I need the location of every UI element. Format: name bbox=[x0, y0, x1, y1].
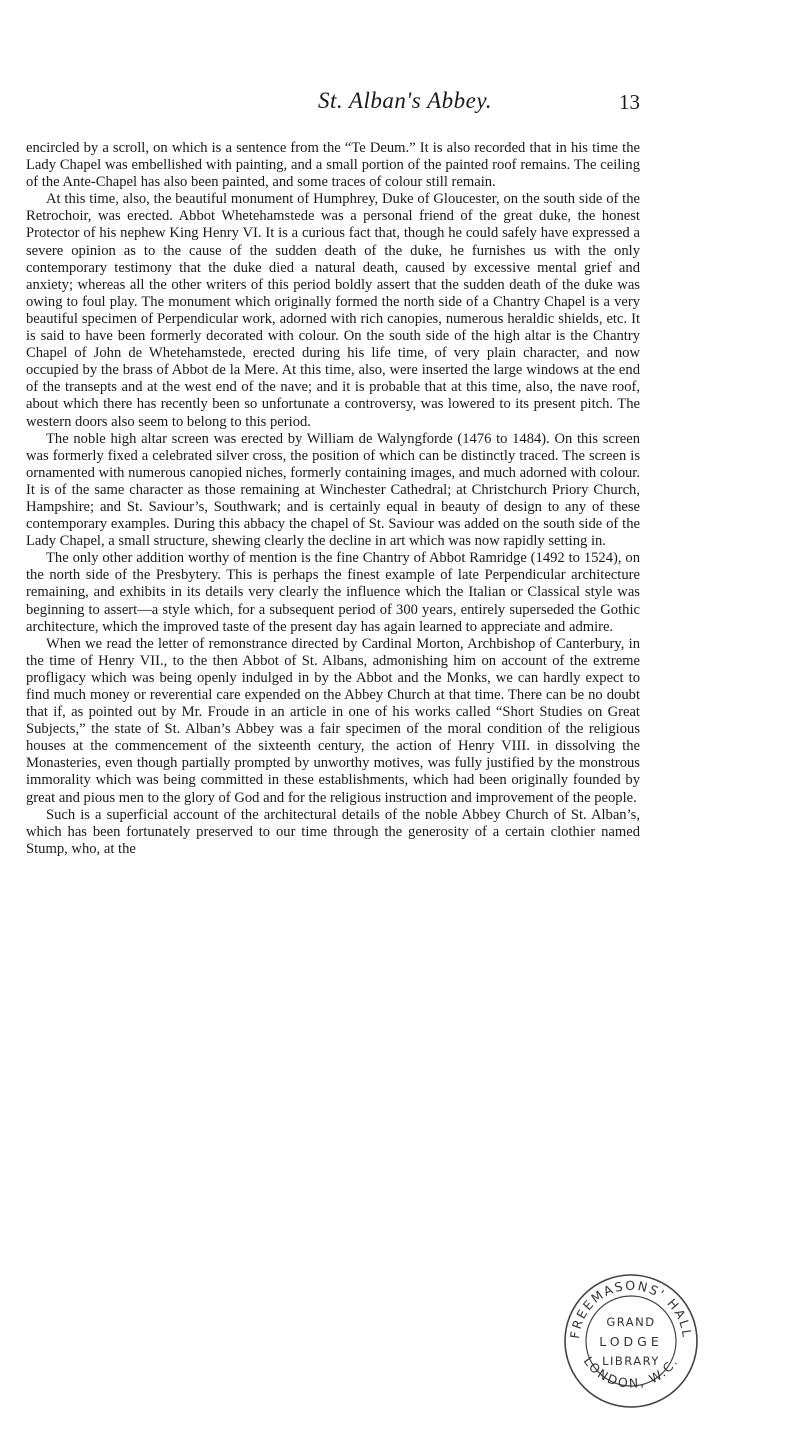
paragraph: encircled by a scroll, on which is a sentence from the “Te Deum.” It is also recorded that in his time the Lady Chapel was embellished with painting, and a small portion of the painted roof remains. The ceiling of the Ante-Chapel has also been painted, and some traces of colour still remain. bbox=[26, 140, 640, 191]
paragraph: The noble high altar screen was erected by William de Walyngforde (1476 to 1484). On this screen was formerly fixed a celebrated silver cross, the position of which can be distinctly traced. The screen is ornamented with numerous canopied niches, formerly containing images, and much adorned with colour. It is of the same character as those remaining at Winchester Cathedral; at Christchurch Priory Church, Hampshire; and St. Saviour’s, Southwark; and is certainly equal in beauty of design to any of these contemporary examples. During this abbacy the chapel of St. Saviour was added on the south side of the Lady Chapel, a small structure, shewing clearly the decline in art which was now rapidly setting in. bbox=[26, 430, 640, 550]
stamp-line-lodge: LODGE bbox=[599, 1334, 663, 1349]
paragraph: Such is a superficial account of the architectural details of the noble Abbey Church of St. Alban’s, which has been fortunately preserved to our time through the generosity of a certain clothier named Stump, who, at the bbox=[26, 806, 640, 857]
body-text bbox=[26, 140, 640, 858]
running-head bbox=[0, 88, 810, 124]
page-number: 13 bbox=[619, 90, 640, 114]
paragraph: At this time, also, the beautiful monument of Humphrey, Duke of Gloucester, on the south side of the Retrochoir, was erected. Abbot Whetehamstede was a personal friend of the great duke, the honest Protector of his nephew King Henry VI. It is a curious fact that, though he could safely have expressed a severe opinion as to the cause of the sudden death of the duke, he furnishes us with the only contemporary testimony that the duke died a natural death, caused by excessive mental grief and anxiety; whereas all the other writers of this period boldly assert that the sudden death of the duke was owing to foul play. The monument which originally formed the north side of a Chantry Chapel is a very beautiful specimen of Perpendicular work, adorned with rich canopies, numerous heraldic shields, etc. It is said to have been formerly decorated with colour. On the south side of the high altar is the Chantry Chapel of John de Whetehamstede, erected during his life time, of very plain character, and now occupied by the brass of Abbot de la Mere. At this time, also, were inserted the large windows at the end of the transepts and at the west end of the nave; and it is probable that at this time, also, the nave roof, about which there has recently been so unfortunate a controversy, was lowered to its present pitch. The western doors also seem to belong to this period. bbox=[26, 191, 640, 430]
running-title: St. Alban's Abbey. bbox=[317, 88, 493, 113]
paragraph: When we read the letter of remonstrance directed by Cardinal Morton, Archbishop of Canterbury, in the time of Henry VII., to the then Abbot of St. Albans, admonishing him on account of the extreme profligacy which was being openly indulged in by the Abbot and the Monks, we can hardly expect to find much money or reverential care expended on the Abbey Church at that time. There can be no doubt that if, as pointed out by Mr. Froude in an article in one of his works called “Short Studies on Great Subjects,” the state of St. Alban’s Abbey was a fair specimen of the moral condition of the religious houses at the commencement of the sixteenth century, the action of Henry VIII. in dissolving the Monasteries, even though partially prompted by unworthy motives, was fully justified by the monstrous immorality which was being committed in these establishments, which had been originally founded by great and pious men to the glory of God and for the religious instruction and improvement of the people. bbox=[26, 635, 640, 806]
stamp-bottom-text: LONDON, W.C. bbox=[580, 1353, 682, 1391]
stamp-line-grand: GRAND bbox=[606, 1315, 656, 1329]
library-stamp-seal bbox=[562, 1272, 700, 1410]
paragraph: The only other addition worthy of mention is the fine Chantry of Abbot Ramridge (1492 to 1524), on the north side of the Presbytery. This is perhaps the finest example of late Perpendicular architecture remaining, and exhibits in its details very clearly the influence which the Italian or Classical style was beginning to assert—a style which, for a subsequent period of 300 years, entirely superseded the Gothic architecture, which the improved taste of the present day has again learned to appreciate and admire. bbox=[26, 550, 640, 635]
stamp-ring-text: FREEMASONS' HALL bbox=[566, 1277, 696, 1340]
stamp-line-library: LIBRARY bbox=[602, 1354, 660, 1368]
library-stamp bbox=[562, 1272, 700, 1410]
